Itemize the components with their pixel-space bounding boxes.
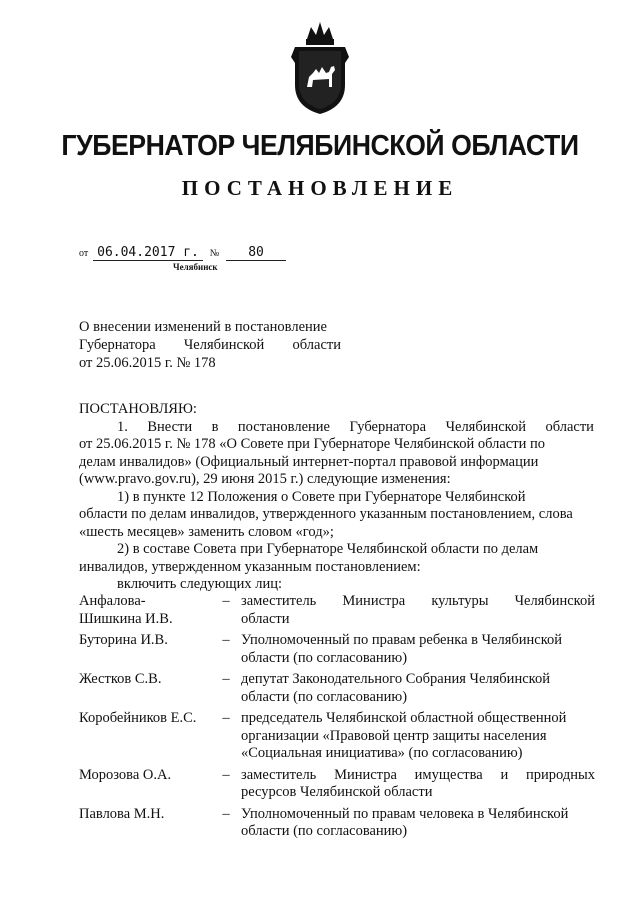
subject-line: О внесении изменений в постановление (79, 319, 327, 335)
dash: – (222, 805, 230, 822)
position-line: области (по согласованию) (241, 649, 408, 666)
dash: – (222, 710, 230, 726)
body-word: Губернатора (349, 418, 427, 435)
person-entry (79, 806, 599, 841)
decree-word: ПОСТАНОВЛЯЮ: (79, 401, 197, 417)
document-subject (79, 318, 341, 372)
person-entry (79, 671, 599, 706)
position-line: ресурсов Челябинской области (241, 784, 433, 800)
position-line: Уполномоченный по правам ребенка в Челябинской (241, 632, 563, 648)
body-word: Внести (147, 418, 193, 435)
person-position (241, 632, 595, 667)
coat-of-arms-emblem (289, 17, 351, 117)
body-line: включить следующих лиц: (117, 576, 282, 592)
position-line: депутат Законодательного Собрания Челябинской (241, 671, 550, 687)
person-name (79, 671, 219, 689)
person-entry (79, 632, 599, 667)
body-line: делам инвалидов» (Официальный интернет-портал правовой информации (79, 453, 539, 470)
body-word: области (545, 418, 594, 435)
person-position (241, 767, 595, 802)
position-line: Уполномоченный по правам человека в Челябинской (241, 805, 569, 822)
document-type: ПОСТАНОВЛЕНИЕ (181, 176, 459, 200)
position-line: области (по согласованию) (241, 823, 408, 839)
body-line: области по делам инвалидов, утвержденного указанным постановлением, слова (79, 506, 573, 522)
person-name-line: Анфалова- (79, 593, 146, 609)
subject-line-justified (79, 336, 341, 354)
dash: – (222, 766, 230, 783)
city-name: Челябинск (173, 262, 218, 272)
body-word: Челябинской (445, 418, 526, 435)
person-name (79, 767, 219, 785)
dash: – (222, 632, 230, 648)
person-position (241, 671, 595, 706)
person-name (79, 593, 219, 628)
person-position (241, 593, 595, 628)
persons-list (79, 593, 599, 841)
person-entry (79, 593, 599, 628)
person-name-line: Морозова О.А. (79, 766, 172, 783)
number-label: № (209, 248, 220, 259)
position-line-justified: заместитель Министра культуры Челябинской (241, 593, 595, 609)
subject-word: области (292, 337, 341, 353)
person-position (241, 710, 595, 763)
position-line-justified: заместитель Министра имущества и природных (241, 766, 595, 783)
person-position (241, 806, 595, 841)
position-line: «Социальная инициатива» (по согласованию) (241, 745, 523, 761)
person-name-line: Жестков С.В. (79, 671, 162, 687)
body-line: (www.pravo.gov.ru), 29 июня 2015 г.) следующие изменения: (79, 471, 451, 487)
document-date: 06.04.2017 г. (93, 245, 203, 261)
governor-title: ГУБЕРНАТОР ЧЕЛЯБИНСКОЙ ОБЛАСТИ (61, 130, 579, 162)
person-name-line: Коробейников Е.С. (79, 710, 197, 726)
dash: – (222, 593, 230, 609)
dateline (79, 245, 286, 261)
body-line: инвалидов, утвержденном указанным постановлением: (79, 558, 421, 575)
subject-line: от 25.06.2015 г. № 178 (79, 355, 216, 371)
date-from-label: от (79, 248, 89, 259)
person-entry (79, 767, 599, 802)
body-line: 2) в составе Совета при Губернаторе Челябинской области по делам (117, 541, 539, 557)
document-number: 80 (226, 245, 286, 261)
person-name-line: Буторина И.В. (79, 632, 168, 648)
body-line: 1) в пункте 12 Положения о Совете при Губернаторе Челябинской (117, 488, 526, 505)
position-line: области (по согласованию) (241, 688, 408, 705)
subject-word: Челябинской (183, 337, 265, 353)
body-line: «шесть месяцев» заменить словом «год»; (79, 523, 334, 540)
person-name (79, 806, 219, 824)
position-line: председатель Челябинской областной общественной (241, 710, 567, 726)
person-entry (79, 710, 599, 763)
person-name-line: Павлова М.Н. (79, 805, 165, 822)
body-word: постановление (237, 418, 330, 435)
position-line: организации «Правовой центр защиты населения (241, 727, 547, 744)
position-line: области (241, 610, 290, 627)
person-name-line: Шишкина И.В. (79, 610, 173, 627)
body-word: 1. (117, 418, 128, 435)
document-body (79, 401, 594, 594)
subject-word: Губернатора (79, 337, 156, 353)
dash: – (222, 671, 230, 687)
paragraph-1-first-line (79, 419, 594, 437)
person-name (79, 710, 219, 728)
person-name (79, 632, 219, 650)
body-word: в (211, 418, 219, 435)
body-line: от 25.06.2015 г. № 178 «О Совете при Губернаторе Челябинской области по (79, 436, 545, 452)
